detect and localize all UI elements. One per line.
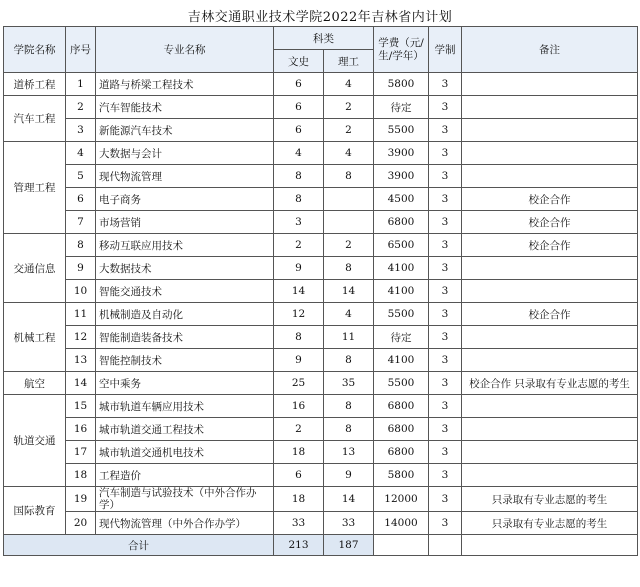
note-cell [462, 326, 638, 349]
tuition-cell: 12000 [374, 487, 429, 512]
header-college: 学院名称 [4, 27, 66, 73]
table-row [4, 418, 638, 441]
science-cell: 2 [324, 96, 374, 119]
duration-cell: 3 [429, 142, 462, 165]
duration-cell: 3 [429, 349, 462, 372]
major-cell: 汽车智能技术 [96, 96, 274, 119]
table-row [4, 441, 638, 464]
seq-cell: 8 [66, 234, 96, 257]
science-cell: 4 [324, 142, 374, 165]
total-arts: 213 [274, 535, 324, 556]
table-row [4, 372, 638, 395]
table-row [4, 73, 638, 96]
note-cell [462, 418, 638, 441]
note-cell [462, 280, 638, 303]
note-cell: 只录取有专业志愿的考生 [462, 487, 638, 512]
seq-cell: 10 [66, 280, 96, 303]
note-cell: 校企合作 [462, 188, 638, 211]
major-cell: 移动互联应用技术 [96, 234, 274, 257]
note-cell: 只录取有专业志愿的考生 [462, 512, 638, 535]
college-cell: 交通信息 [4, 234, 66, 303]
seq-cell: 7 [66, 211, 96, 234]
arts-cell: 2 [274, 418, 324, 441]
header-seq: 序号 [66, 27, 96, 73]
duration-cell: 3 [429, 96, 462, 119]
header-major: 专业名称 [96, 27, 274, 73]
note-cell [462, 165, 638, 188]
seq-cell: 4 [66, 142, 96, 165]
enrollment-plan-table [3, 26, 638, 556]
tuition-cell: 6800 [374, 441, 429, 464]
major-cell: 工程造价 [96, 464, 274, 487]
seq-cell: 3 [66, 119, 96, 142]
note-cell [462, 119, 638, 142]
science-cell: 8 [324, 257, 374, 280]
major-cell: 现代物流管理 [96, 165, 274, 188]
header-notes: 备注 [462, 27, 638, 73]
science-cell: 8 [324, 418, 374, 441]
tuition-cell: 4500 [374, 188, 429, 211]
seq-cell: 6 [66, 188, 96, 211]
seq-cell: 12 [66, 326, 96, 349]
note-cell [462, 96, 638, 119]
arts-cell: 8 [274, 165, 324, 188]
arts-cell: 6 [274, 96, 324, 119]
science-cell: 2 [324, 119, 374, 142]
science-cell: 4 [324, 303, 374, 326]
total-science: 187 [324, 535, 374, 556]
seq-cell: 1 [66, 73, 96, 96]
duration-cell: 3 [429, 418, 462, 441]
tuition-cell: 6800 [374, 211, 429, 234]
table-row [4, 487, 638, 512]
total-label: 合计 [4, 535, 274, 556]
tuition-cell: 5800 [374, 464, 429, 487]
major-cell: 智能交通技术 [96, 280, 274, 303]
note-cell [462, 349, 638, 372]
duration-cell: 3 [429, 326, 462, 349]
arts-cell: 33 [274, 512, 324, 535]
college-cell: 国际教育 [4, 487, 66, 535]
arts-cell: 8 [274, 188, 324, 211]
header-tuition: 学费（元/生/学年） [374, 27, 429, 73]
header-science: 理工 [324, 50, 374, 73]
table-row [4, 96, 638, 119]
college-cell: 道桥工程 [4, 73, 66, 96]
tuition-cell: 6800 [374, 418, 429, 441]
arts-cell: 12 [274, 303, 324, 326]
seq-cell: 18 [66, 464, 96, 487]
total-row [4, 535, 638, 556]
major-cell: 新能源汽车技术 [96, 119, 274, 142]
table-row [4, 142, 638, 165]
major-cell: 大数据与会计 [96, 142, 274, 165]
seq-cell: 15 [66, 395, 96, 418]
table-row [4, 234, 638, 257]
note-cell [462, 441, 638, 464]
seq-cell: 11 [66, 303, 96, 326]
header-category: 科类 [274, 27, 374, 50]
major-cell: 市场营销 [96, 211, 274, 234]
tuition-cell: 5800 [374, 73, 429, 96]
duration-cell: 3 [429, 441, 462, 464]
tuition-cell: 5500 [374, 372, 429, 395]
major-cell: 城市轨道交通机电技术 [96, 441, 274, 464]
table-row [4, 464, 638, 487]
major-cell: 城市轨道交通工程技术 [96, 418, 274, 441]
note-cell: 校企合作 [462, 303, 638, 326]
seq-cell: 5 [66, 165, 96, 188]
header-arts: 文史 [274, 50, 324, 73]
major-cell: 汽车制造与试验技术（中外合作办学） [96, 487, 274, 512]
note-cell [462, 257, 638, 280]
science-cell: 14 [324, 280, 374, 303]
major-cell: 机械制造及自动化 [96, 303, 274, 326]
major-cell: 大数据技术 [96, 257, 274, 280]
duration-cell: 3 [429, 119, 462, 142]
duration-cell: 3 [429, 165, 462, 188]
arts-cell: 3 [274, 211, 324, 234]
table-row [4, 188, 638, 211]
arts-cell: 8 [274, 326, 324, 349]
college-cell: 管理工程 [4, 142, 66, 234]
total-tuition-empty [374, 535, 429, 556]
tuition-cell: 3900 [374, 165, 429, 188]
tuition-cell: 5500 [374, 119, 429, 142]
tuition-cell: 4100 [374, 257, 429, 280]
tuition-cell: 14000 [374, 512, 429, 535]
tuition-cell: 6800 [374, 395, 429, 418]
science-cell: 14 [324, 487, 374, 512]
table-row [4, 165, 638, 188]
arts-cell: 25 [274, 372, 324, 395]
science-cell: 4 [324, 73, 374, 96]
table-row [4, 119, 638, 142]
seq-cell: 14 [66, 372, 96, 395]
tuition-cell: 6500 [374, 234, 429, 257]
major-cell: 道路与桥梁工程技术 [96, 73, 274, 96]
arts-cell: 14 [274, 280, 324, 303]
science-cell: 2 [324, 234, 374, 257]
arts-cell: 18 [274, 441, 324, 464]
arts-cell: 6 [274, 73, 324, 96]
duration-cell: 3 [429, 234, 462, 257]
table-row [4, 257, 638, 280]
tuition-cell: 待定 [374, 326, 429, 349]
note-cell [462, 142, 638, 165]
note-cell: 校企合作 只录取有专业志愿的考生 [462, 372, 638, 395]
note-cell [462, 464, 638, 487]
table-row [4, 280, 638, 303]
duration-cell: 3 [429, 73, 462, 96]
science-cell: 9 [324, 464, 374, 487]
science-cell: 8 [324, 349, 374, 372]
science-cell [324, 211, 374, 234]
seq-cell: 17 [66, 441, 96, 464]
science-cell: 11 [324, 326, 374, 349]
tuition-cell: 待定 [374, 96, 429, 119]
arts-cell: 18 [274, 487, 324, 512]
seq-cell: 20 [66, 512, 96, 535]
science-cell: 8 [324, 165, 374, 188]
college-cell: 汽车工程 [4, 96, 66, 142]
seq-cell: 19 [66, 487, 96, 512]
science-cell: 13 [324, 441, 374, 464]
seq-cell: 2 [66, 96, 96, 119]
duration-cell: 3 [429, 280, 462, 303]
table-row [4, 349, 638, 372]
college-cell: 机械工程 [4, 303, 66, 372]
duration-cell: 3 [429, 395, 462, 418]
duration-cell: 3 [429, 211, 462, 234]
science-cell [324, 188, 374, 211]
science-cell: 8 [324, 395, 374, 418]
duration-cell: 3 [429, 512, 462, 535]
duration-cell: 3 [429, 487, 462, 512]
major-cell: 现代物流管理（中外合作办学） [96, 512, 274, 535]
note-cell [462, 73, 638, 96]
table-row [4, 326, 638, 349]
header-duration: 学制 [429, 27, 462, 73]
tuition-cell: 4100 [374, 280, 429, 303]
duration-cell: 3 [429, 257, 462, 280]
table-row [4, 395, 638, 418]
note-cell [462, 395, 638, 418]
duration-cell: 3 [429, 372, 462, 395]
science-cell: 35 [324, 372, 374, 395]
arts-cell: 6 [274, 119, 324, 142]
table-row [4, 512, 638, 535]
tuition-cell: 3900 [374, 142, 429, 165]
arts-cell: 6 [274, 464, 324, 487]
note-cell: 校企合作 [462, 234, 638, 257]
tuition-cell: 4100 [374, 349, 429, 372]
arts-cell: 9 [274, 349, 324, 372]
science-cell: 33 [324, 512, 374, 535]
duration-cell: 3 [429, 303, 462, 326]
note-cell: 校企合作 [462, 211, 638, 234]
table-row [4, 211, 638, 234]
college-cell: 航空 [4, 372, 66, 395]
arts-cell: 16 [274, 395, 324, 418]
major-cell: 电子商务 [96, 188, 274, 211]
seq-cell: 13 [66, 349, 96, 372]
major-cell: 城市轨道车辆应用技术 [96, 395, 274, 418]
seq-cell: 9 [66, 257, 96, 280]
duration-cell: 3 [429, 464, 462, 487]
duration-cell: 3 [429, 188, 462, 211]
college-cell: 轨道交通 [4, 395, 66, 487]
total-duration-empty [429, 535, 462, 556]
arts-cell: 4 [274, 142, 324, 165]
arts-cell: 9 [274, 257, 324, 280]
table-row [4, 303, 638, 326]
tuition-cell: 5500 [374, 303, 429, 326]
major-cell: 智能控制技术 [96, 349, 274, 372]
arts-cell: 2 [274, 234, 324, 257]
major-cell: 智能制造装备技术 [96, 326, 274, 349]
total-note-empty [462, 535, 638, 556]
page-title: 吉林交通职业技术学院2022年吉林省内计划 [187, 10, 453, 25]
seq-cell: 16 [66, 418, 96, 441]
major-cell: 空中乘务 [96, 372, 274, 395]
